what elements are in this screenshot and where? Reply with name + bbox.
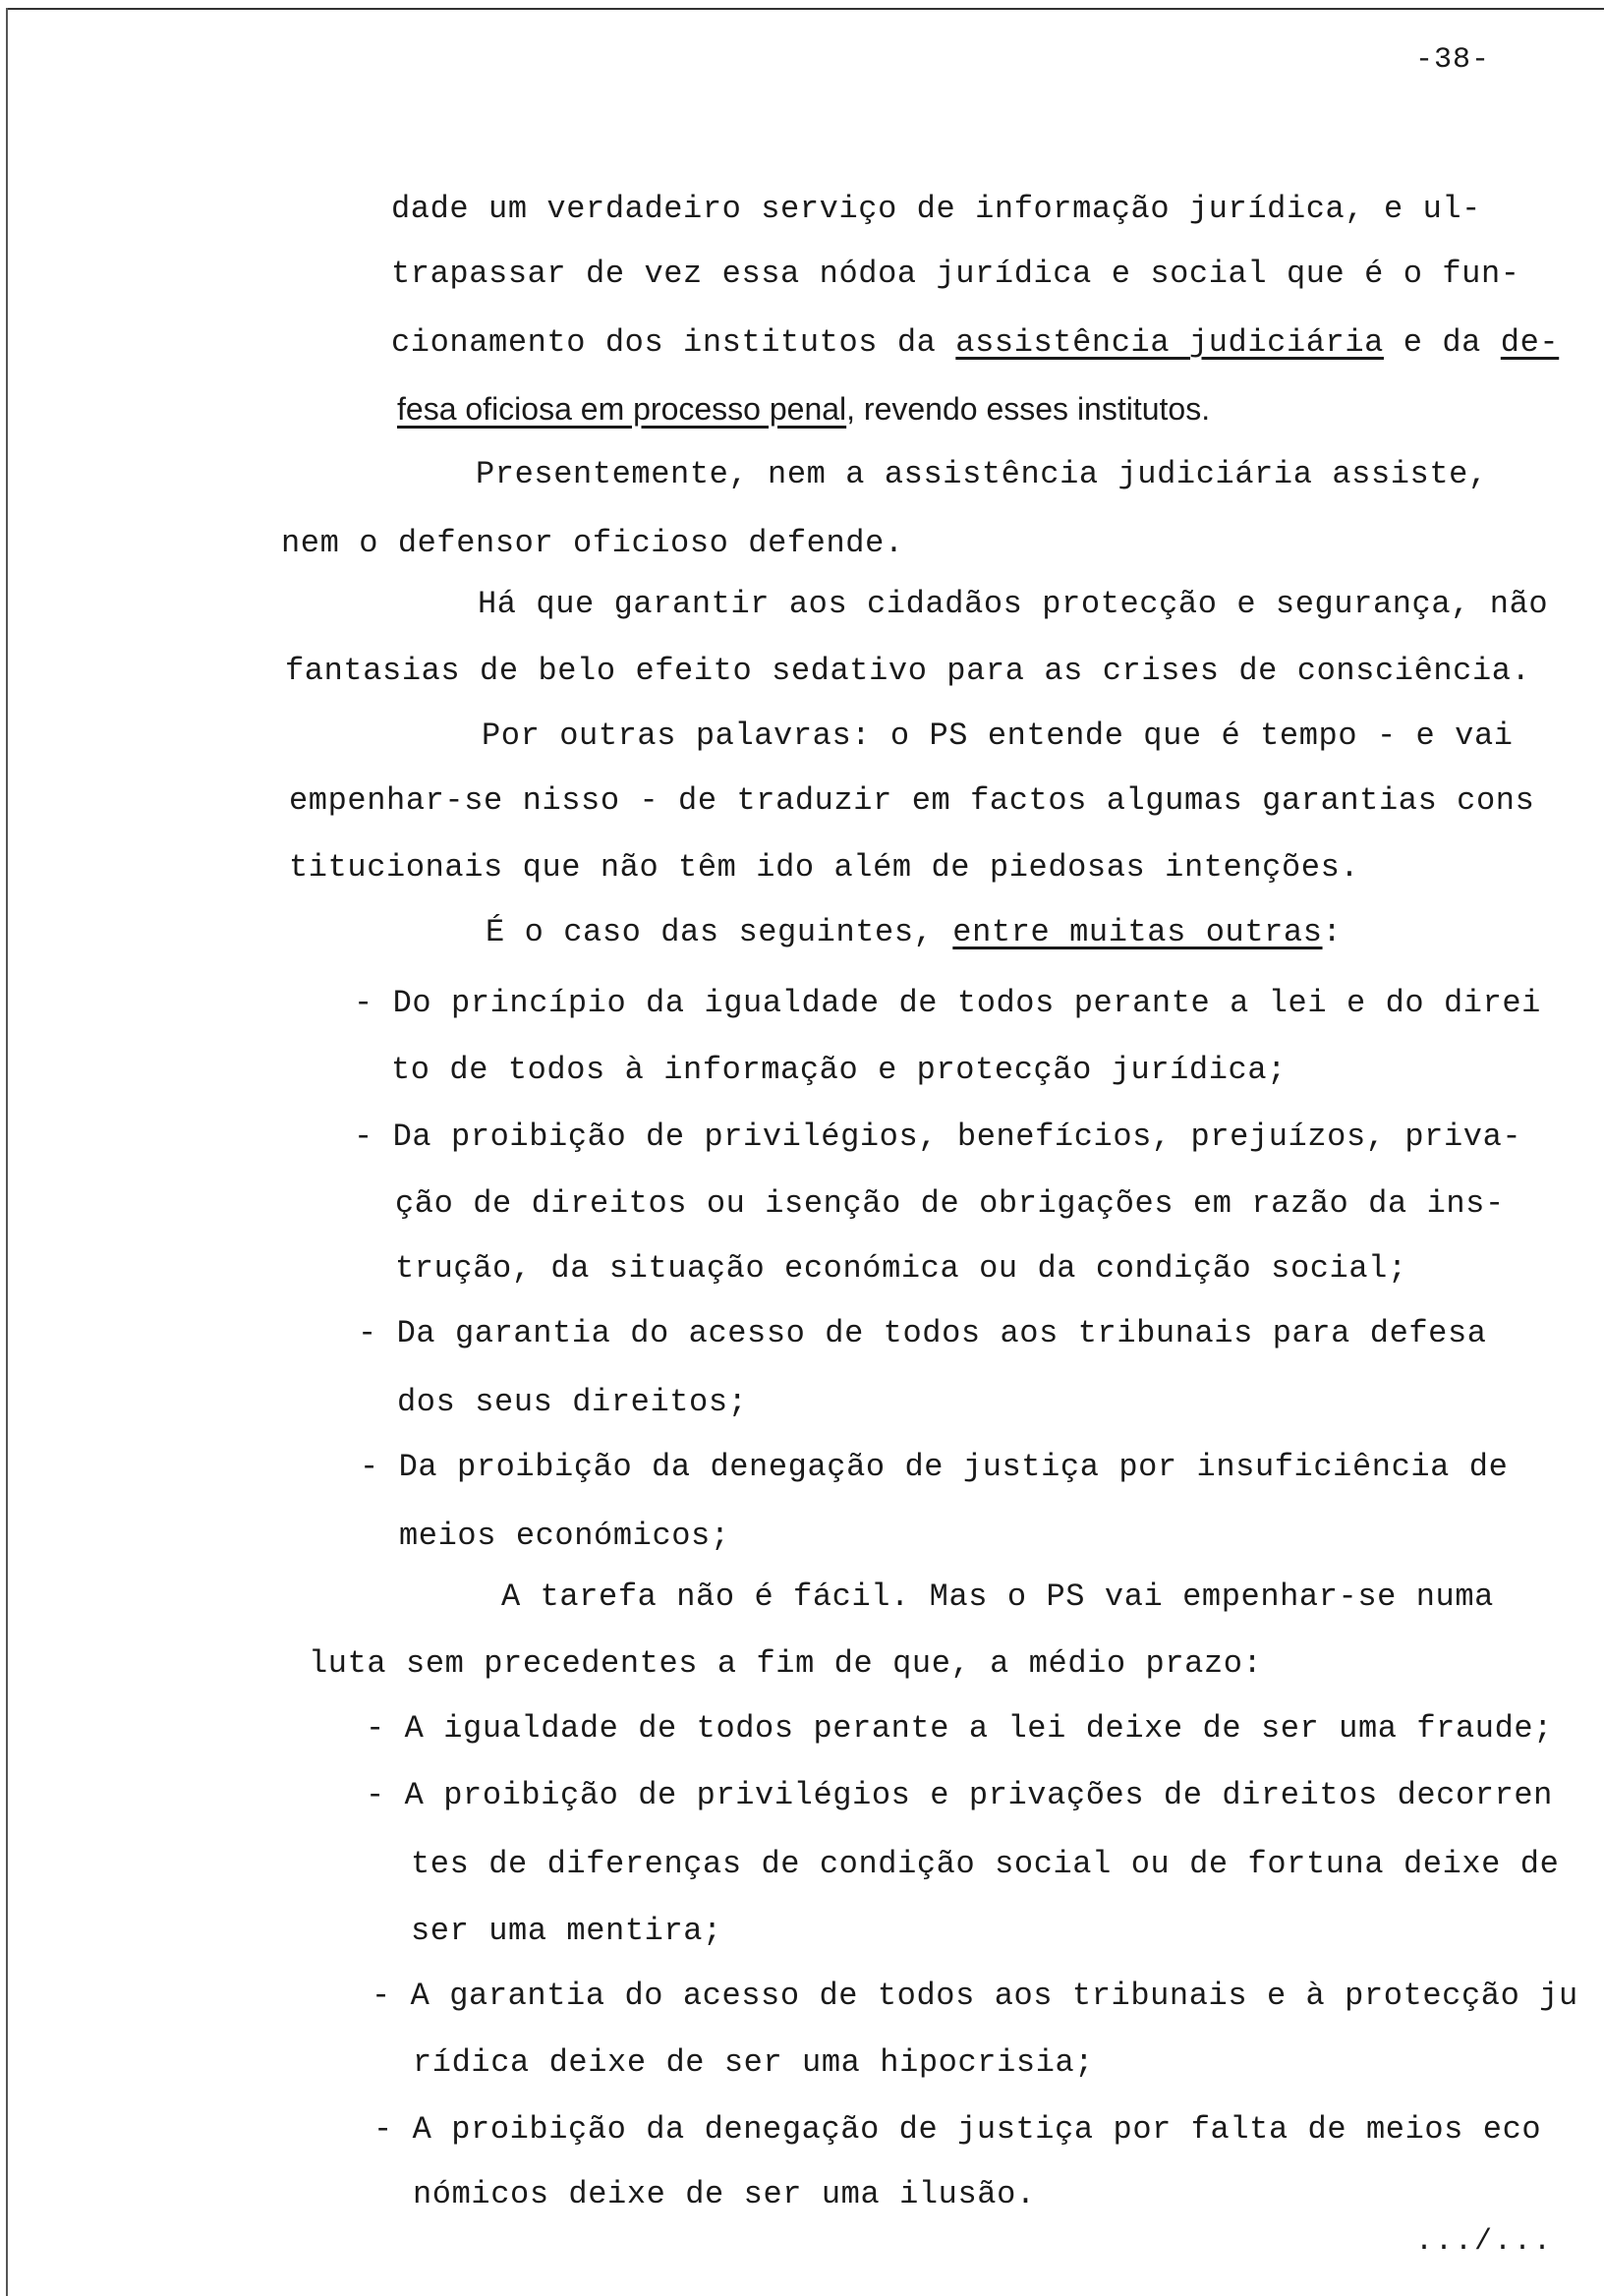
text-line: É o caso das seguintes, entre muitas outras: xyxy=(486,914,1343,950)
page-border-top xyxy=(6,8,1604,10)
underlined-term: de- xyxy=(1500,324,1560,361)
text-line: nómicos deixe de ser uma ilusão. xyxy=(413,2176,1036,2212)
text-line: trapassar de vez essa nódoa jurídica e social que é o fun- xyxy=(391,256,1520,292)
text-line: fesa oficiosa em processo penal, revendo esses institutos. xyxy=(397,391,1211,427)
text-line: Há que garantir aos cidadãos protecção e segurança, não xyxy=(478,586,1549,622)
text-line: to de todos à informação e protecção jurídica; xyxy=(391,1052,1287,1088)
underlined-term: assistência judiciária xyxy=(955,324,1384,361)
list-item: - Do princípio da igualdade de todos perante a lei e do direi xyxy=(354,985,1541,1021)
text-line: tes de diferenças de condição social ou de fortuna deixe de xyxy=(411,1846,1560,1882)
text-line: ser uma mentira; xyxy=(411,1913,722,1949)
list-item: - A garantia do acesso de todos aos tribunais e à protecção ju xyxy=(372,1978,1578,2014)
underlined-term: fesa oficiosa em processo penal xyxy=(397,391,847,427)
list-item: - Da proibição de privilégios, benefícios, prejuízos, priva- xyxy=(354,1119,1522,1155)
text-line: titucionais que não têm ido além de piedosas intenções. xyxy=(289,849,1360,886)
list-item: - A proibição da denegação de justiça por falta de meios eco xyxy=(373,2111,1542,2148)
text-line: dos seus direitos; xyxy=(397,1384,748,1420)
text-line: Presentemente, nem a assistência judiciária assiste, xyxy=(476,456,1488,492)
list-item: - Da proibição da denegação de justiça por insuficiência de xyxy=(360,1449,1509,1485)
list-item: - A igualdade de todos perante a lei deixe de ser uma fraude; xyxy=(366,1710,1553,1747)
text-line: fantasias de belo efeito sedativo para as crises de consciência. xyxy=(285,653,1531,689)
text-line: A tarefa não é fácil. Mas o PS vai empenhar-se numa xyxy=(501,1578,1494,1615)
text-line: empenhar-se nisso - de traduzir em factos algumas garantias cons xyxy=(289,782,1535,819)
text-line: luta sem precedentes a fim de que, a médio prazo: xyxy=(309,1645,1263,1682)
text-line: Por outras palavras: o PS entende que é tempo - e vai xyxy=(482,718,1514,754)
underlined-term: entre muitas outras xyxy=(952,914,1323,950)
page-border-left xyxy=(6,8,8,2296)
text-line: dade um verdadeiro serviço de informação jurídica, e ul- xyxy=(391,191,1481,227)
text-line: ção de direitos ou isenção de obrigações em razão da ins- xyxy=(395,1185,1505,1222)
list-item: - Da garantia do acesso de todos aos tribunais para defesa xyxy=(358,1315,1487,1351)
page-number: -38- xyxy=(1415,43,1491,77)
text-line: nem o defensor oficioso defende. xyxy=(281,525,904,561)
text-line: cionamento dos institutos da assistência judiciária e da de- xyxy=(391,324,1560,361)
text-line: trução, da situação económica ou da condição social; xyxy=(395,1250,1407,1287)
list-item: - A proibição de privilégios e privações de direitos decorren xyxy=(366,1777,1553,1813)
text-line: rídica deixe de ser uma hipocrisia; xyxy=(413,2044,1095,2081)
continuation-mark: .../... xyxy=(1415,2225,1554,2259)
text-line: meios económicos; xyxy=(399,1518,730,1554)
